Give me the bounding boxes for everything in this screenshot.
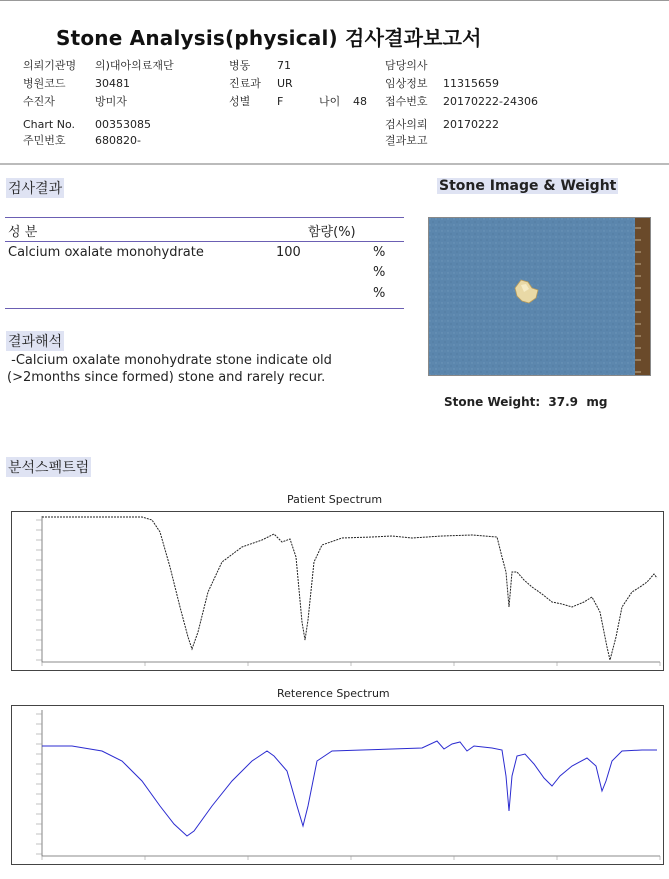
component-unit: % <box>373 286 386 301</box>
spectrum-trace <box>42 741 657 836</box>
info-label: 검사의뢰 <box>385 118 428 131</box>
info-label: Chart No. <box>23 118 75 131</box>
info-value: 11315659 <box>443 77 499 90</box>
component-row <box>5 286 404 308</box>
component-table-bottom-rule <box>5 308 404 309</box>
info-label: 진료과 <box>229 77 261 90</box>
component-name: Calcium oxalate monohydrate <box>8 245 204 260</box>
stone-weight-label: Stone Weight: <box>444 395 541 409</box>
spectrum-trace <box>42 517 657 660</box>
content-column-header: 함량(%) <box>308 225 356 240</box>
info-value: F <box>277 95 284 108</box>
spectrum-svg <box>12 512 663 670</box>
component-unit: % <box>373 245 386 260</box>
info-label: 접수번호 <box>385 95 428 108</box>
patient-spectrum-title: Patient Spectrum <box>287 493 383 506</box>
component-row <box>5 264 404 286</box>
info-value: 방미자 <box>95 95 127 108</box>
info-value: 71 <box>277 59 291 72</box>
component-table-header <box>5 217 404 242</box>
info-label: 병원코드 <box>23 77 66 90</box>
info-label: 담당의사 <box>385 59 428 72</box>
spectrum-axes <box>42 710 660 856</box>
interpretation-heading: 결과해석 <box>6 331 64 351</box>
spectrum-heading: 분석스펙트럼 <box>6 457 91 477</box>
interpretation-line: -Calcium oxalate monohydrate stone indicate old <box>7 353 332 368</box>
info-label: 결과보고 <box>385 134 428 147</box>
report-title: Stone Analysis(physical) 검사결과보고서 <box>56 26 482 50</box>
reference-spectrum-title: Reterence Spectrum <box>277 687 390 700</box>
info-value: 00353085 <box>95 118 151 131</box>
interpretation-text <box>7 352 332 386</box>
info-label: 수진자 <box>23 95 55 108</box>
patient-spectrum-plot <box>11 511 664 671</box>
age-value: 48 <box>353 95 367 108</box>
spectrum-svg <box>12 706 663 864</box>
info-label: 주민번호 <box>23 134 66 147</box>
info-value: 30481 <box>95 77 130 90</box>
info-value: 20170222-24306 <box>443 95 538 108</box>
component-column-header: 성 분 <box>8 225 38 240</box>
results-heading: 검사결과 <box>6 178 64 198</box>
info-label: 성별 <box>229 95 251 108</box>
info-label: 임상정보 <box>385 77 428 90</box>
info-value: 20170222 <box>443 118 499 131</box>
info-label: 병동 <box>229 59 251 72</box>
stone-weight-value: 37.9 mg <box>548 395 608 409</box>
component-unit: % <box>373 265 386 280</box>
info-value: UR <box>277 77 293 90</box>
stone-photo <box>428 217 651 376</box>
info-value: 680820- <box>95 134 141 147</box>
info-label: 의뢰기관명 <box>23 59 77 72</box>
stone-weight <box>444 395 607 409</box>
component-table <box>5 217 404 309</box>
age-label: 나이 <box>319 95 341 108</box>
stone-image-heading: Stone Image & Weight <box>439 178 617 194</box>
info-value: 의)대아의료재단 <box>95 59 174 72</box>
interpretation-line: (>2months since formed) stone and rarely recur. <box>7 370 326 385</box>
component-amount: 100 <box>276 245 301 260</box>
component-row <box>5 242 404 264</box>
reference-spectrum-plot <box>11 705 664 865</box>
